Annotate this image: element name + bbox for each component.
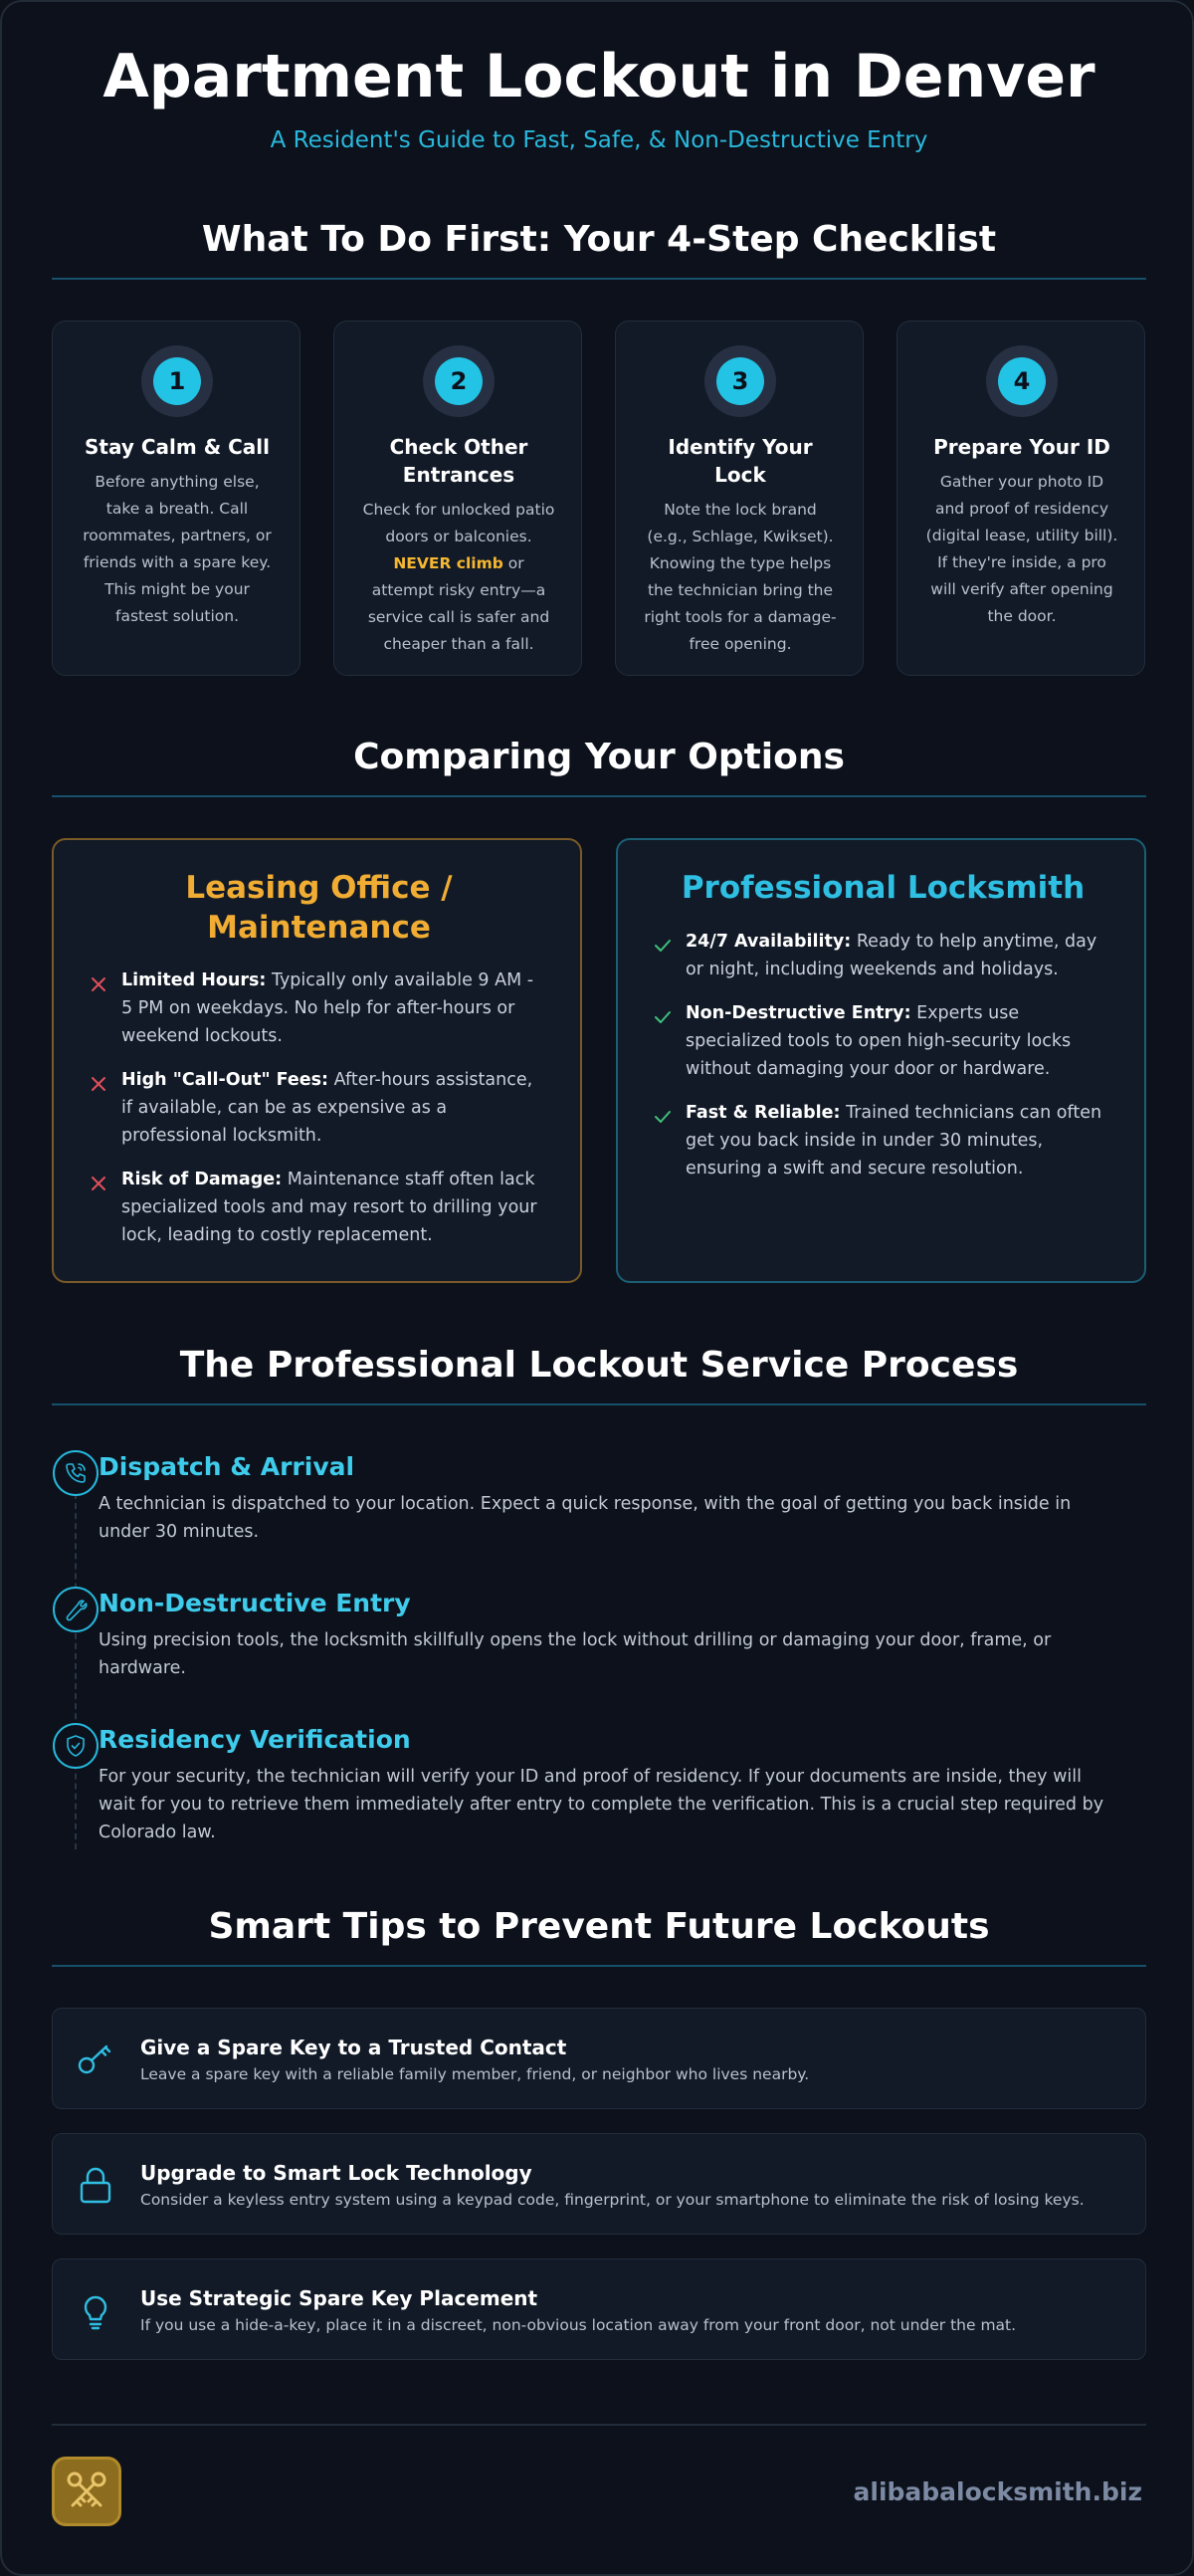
- lightbulb-icon: [75, 2289, 116, 2331]
- phone-icon: [53, 1450, 99, 1496]
- process-step-text: For your security, the technician will verify your ID and proof of residency. If your documents are inside, they will wait for you to retrieve them immediately after entry to complete the verification. This is a crucial step required by Colorado law.: [99, 1767, 1104, 1842]
- process-title: The Professional Lockout Service Process: [179, 1345, 1019, 1386]
- step-badge: [141, 345, 213, 417]
- con-item: Risk of Damage: Maintenance staff often lack specialized tools and may resort to drilling your lock, leading to costly replacement.: [121, 1170, 537, 1245]
- step-title: Stay Calm & Call: [85, 435, 270, 459]
- tips-divider: [52, 1965, 1146, 1967]
- step-description: Gather your photo ID and proof of residency (digital lease, utility bill). If they're inside, a pro will verify after opening the door.: [925, 473, 1118, 625]
- page-title: Apartment Lockout in Denver: [102, 42, 1095, 111]
- site-link[interactable]: alibabalocksmith.biz: [853, 2477, 1142, 2506]
- tip-text: Consider a keyless entry system using a keypad code, fingerprint, or your smartphone to eliminate the risk of losing keys.: [140, 2191, 1085, 2209]
- padlock-icon: [75, 2164, 116, 2206]
- keys-logo-icon[interactable]: [52, 2457, 121, 2526]
- pro-item: Fast & Reliable: Trained technicians can often get you back inside in under 30 minutes, ensuring a swift and secure resolution.: [686, 1103, 1102, 1179]
- step-number: 3: [716, 357, 764, 405]
- con-item: Limited Hours: Typically only available 9 AM - 5 PM on weekdays. No help for after-hours or weekend lockouts.: [121, 970, 534, 1046]
- check-icon: [652, 1006, 674, 1028]
- cross-icon: [88, 1073, 109, 1095]
- key-icon: [75, 2039, 116, 2080]
- checklist-title: What To Do First: Your 4-Step Checklist: [201, 219, 997, 260]
- cross-icon: [88, 1173, 109, 1194]
- check-icon: [652, 1106, 674, 1128]
- tip-text: If you use a hide-a-key, place it in a discreet, non-obvious location away from your front door, not under the mat.: [140, 2316, 1017, 2334]
- shield-check-icon: [53, 1723, 99, 1769]
- step-badge: [704, 345, 776, 417]
- step-card-3: [615, 321, 864, 676]
- card-title: Professional Locksmith: [681, 870, 1086, 906]
- tip-title: Use Strategic Spare Key Placement: [140, 2286, 538, 2310]
- step-badge: [423, 345, 495, 417]
- tip-card: [52, 2133, 1146, 2235]
- warning-text: NEVER climb: [393, 554, 503, 572]
- comparison-divider: [52, 795, 1146, 797]
- card-title: Leasing Office / Maintenance: [185, 870, 453, 946]
- footer-divider: [52, 2424, 1146, 2426]
- step-card-2: [333, 321, 582, 676]
- wrench-icon: [53, 1587, 99, 1632]
- step-description: Check for unlocked patio doors or balconies. NEVER climb or attempt risky entry—a service call is safer and cheaper than a fall.: [362, 501, 555, 653]
- tip-title: Give a Spare Key to a Trusted Contact: [140, 2036, 567, 2059]
- leasing-office-card: [52, 838, 582, 1283]
- step-title: Identify Your Lock: [668, 435, 813, 487]
- process-step-title: Dispatch & Arrival: [99, 1452, 355, 1481]
- step-number: 2: [435, 357, 483, 405]
- step-title: Check Other Entrances: [389, 435, 528, 487]
- process-step-text: A technician is dispatched to your location. Expect a quick response, with the goal of getting you back inside in under 30 minutes.: [99, 1494, 1072, 1542]
- tip-card: [52, 2008, 1146, 2109]
- timeline-line: [75, 1483, 77, 1849]
- cross-icon: [88, 973, 109, 995]
- step-card-4: [896, 321, 1145, 676]
- tip-text: Leave a spare key with a reliable family member, friend, or neighbor who lives nearby.: [140, 2065, 810, 2083]
- pro-item: Non-Destructive Entry: Experts use specialized tools to open high-security locks without damaging your door or hardware.: [686, 1003, 1072, 1079]
- tip-title: Upgrade to Smart Lock Technology: [140, 2161, 532, 2185]
- tip-card: [52, 2258, 1146, 2360]
- step-description: Note the lock brand (e.g., Schlage, Kwikset). Knowing the type helps the technician bring the right tools for a damage- free opening.: [644, 501, 837, 653]
- process-step-text: Using precision tools, the locksmith skillfully opens the lock without drilling or damaging your door, frame, or hardware.: [99, 1630, 1052, 1678]
- step-title: Prepare Your ID: [933, 435, 1110, 459]
- check-icon: [652, 935, 674, 957]
- step-number: 4: [998, 357, 1046, 405]
- checklist-divider: [52, 278, 1146, 280]
- step-badge: [986, 345, 1058, 417]
- step-card-1: [52, 321, 300, 676]
- process-step-title: Non-Destructive Entry: [99, 1589, 411, 1617]
- comparison-title: Comparing Your Options: [353, 737, 845, 777]
- locksmith-card: [616, 838, 1146, 1283]
- process-divider: [52, 1403, 1146, 1405]
- step-description: Before anything else, take a breath. Call roommates, partners, or friends with a spare key. This might be your fastest solution.: [83, 473, 272, 625]
- tips-title: Smart Tips to Prevent Future Lockouts: [208, 1906, 990, 1947]
- pro-item: 24/7 Availability: Ready to help anytime, day or night, including weekends and holidays.: [686, 932, 1097, 979]
- process-step-title: Residency Verification: [99, 1725, 411, 1754]
- step-number: 1: [153, 357, 201, 405]
- page-subtitle: A Resident's Guide to Fast, Safe, & Non-Destructive Entry: [270, 127, 928, 153]
- con-item: High "Call-Out" Fees: After-hours assistance, if available, can be as expensive as a professional locksmith.: [121, 1070, 533, 1146]
